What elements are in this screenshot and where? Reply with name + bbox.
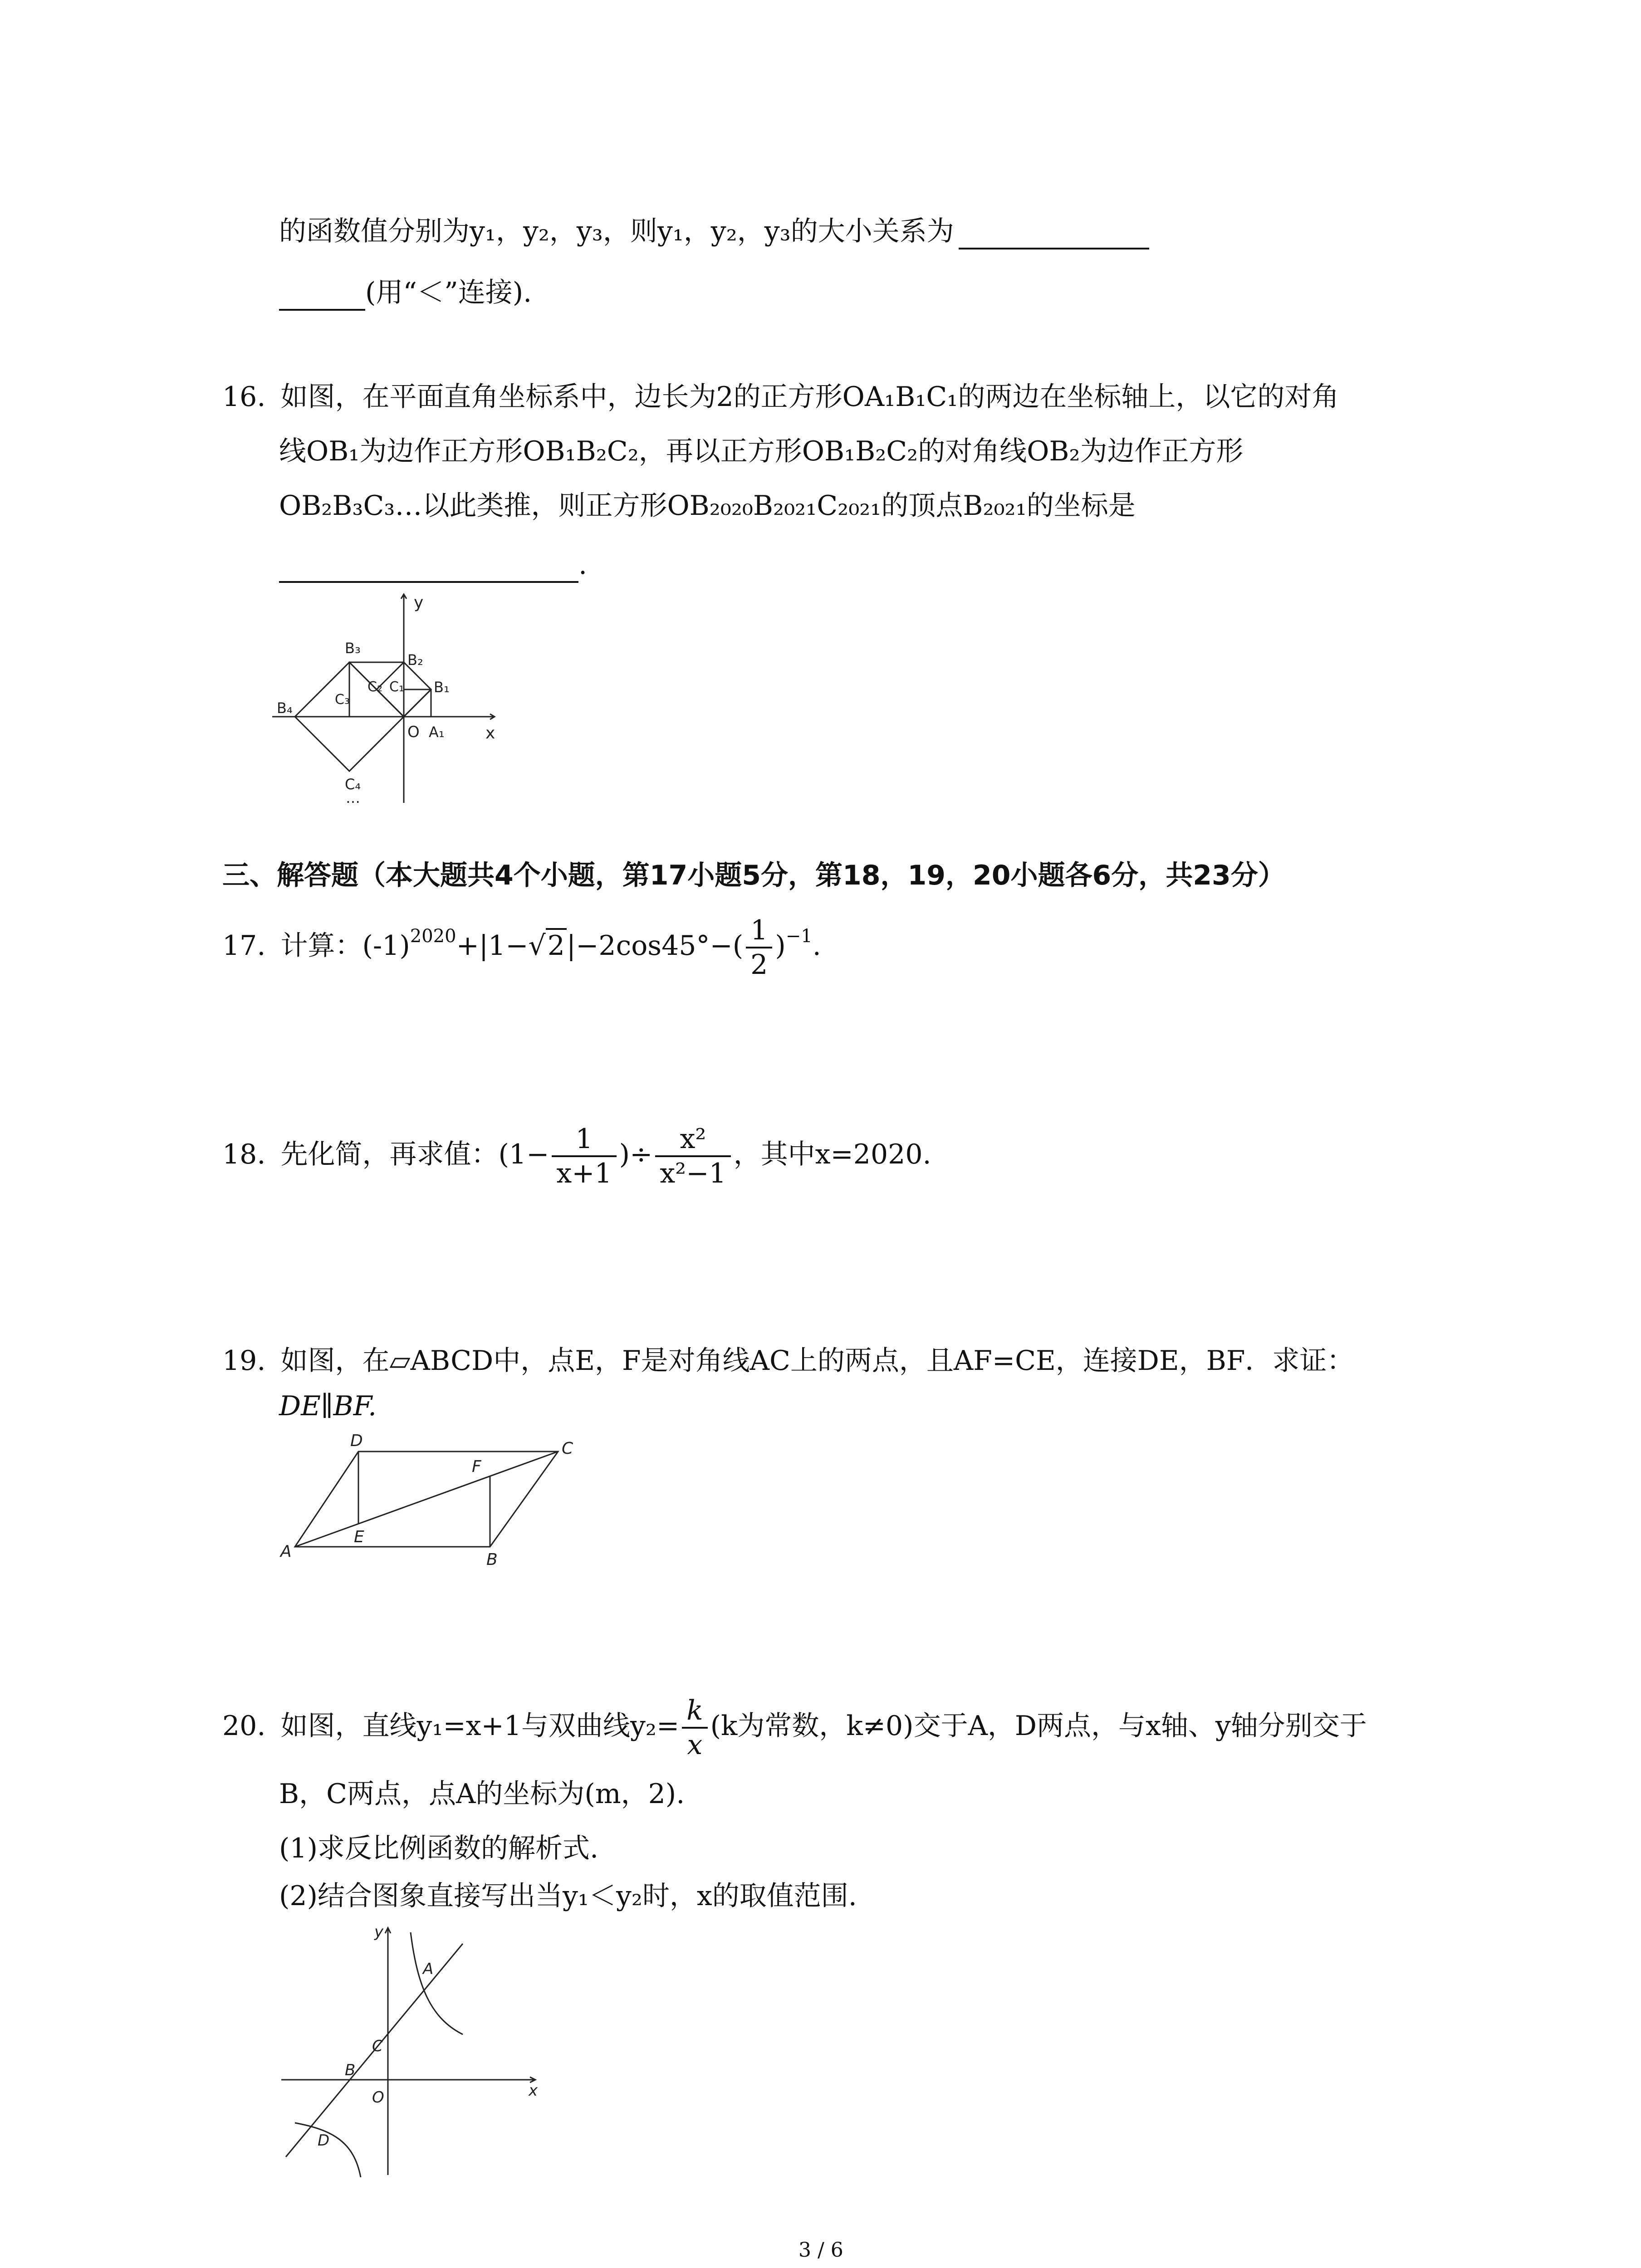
fig-label: x [529,2082,538,2100]
q18-divide: )÷ [619,1139,653,1170]
fig-label: B₄ [277,699,293,717]
q16-text1: 如图，在平面直角坐标系中，边长为2的正方形OA₁B₁C₁的两边在坐标轴上，以它的对角 [280,381,1339,413]
q18-fraction-2 [655,1123,730,1190]
fraction-numerator: x² [655,1123,730,1157]
q16-line1 [222,379,1339,415]
q18-fraction-1 [552,1123,616,1190]
page-number: 3 / 6 [798,2239,843,2262]
q18-prefix: 先化简，再求值：(1− [280,1139,549,1170]
q19-line1 [222,1343,1354,1379]
fig-label: … [346,789,360,807]
q16-line2 [279,433,1244,469]
question-number: 20. [222,1710,266,1742]
fig-label: C₂ [367,679,382,695]
q19-line2 [279,1388,377,1424]
answer-blank[interactable] [279,554,578,583]
q19-text1: 如图，在▱ABCD中，点E，F是对角线AC上的两点，且AF=CE，连接DE，BF．求证： [280,1345,1354,1377]
q16-text2: 线OB₁为边作正方形OB₁B₂C₂，再以正方形OB₁B₂C₂的对角线OB₂为边作正方形 [279,435,1244,467]
fig-label: y [414,593,424,612]
section-title: 三、解答题（本大题共4个小题，第17小题5分，第18，19，20小题各6分，共23分） [222,860,1285,891]
fig-label: B [486,1550,498,1565]
q19-parallelogram-figure [277,1433,576,1565]
fig-label: C₄ [345,776,361,793]
q20-text: (k为常数，k≠0)交于A，D两点，与x轴、y轴分别交于 [710,1710,1367,1742]
q17-term: . [812,930,821,962]
fig-label: O [407,723,420,741]
q17-term: +|1− [456,930,529,962]
q17-term: (-1) [362,930,410,962]
q20-fraction [682,1694,707,1761]
q20-text: 如图，直线y₁=x+1与双曲线y₂= [280,1710,680,1742]
fraction-numerator: 1 [746,914,772,948]
q20-line2 [279,1776,685,1812]
fig-label: B₁ [434,679,450,696]
fig-label: D [318,2131,330,2150]
q16-line3 [279,488,1136,524]
q18-line [222,1120,931,1190]
fig-label: A [280,1542,292,1561]
sqrt-symbol: √ [528,930,546,962]
q16-end: . [578,549,588,581]
q17-term: |−2cos45°−( [566,930,744,962]
fraction-denominator: x+1 [556,1158,612,1190]
q17-line [222,912,821,981]
fraction-numerator: k [682,1694,707,1729]
q20-text3: (1)求反比例函数的解析式. [279,1833,599,1864]
q18-suffix: ，其中x=2020. [733,1139,931,1170]
answer-blank[interactable] [279,282,365,311]
fig-label: C₃ [335,692,350,708]
fig-label: x [485,724,495,743]
answer-blank[interactable] [959,220,1149,249]
q20-graph-figure [281,1923,544,2177]
q15-line2 [279,274,532,311]
q20-text2: B，C两点，点A的坐标为(m，2). [279,1778,685,1810]
q17-exponent: −1 [785,926,813,947]
q16-square-figure [272,585,508,812]
fig-label: B₂ [407,651,423,669]
fig-label: C [372,2037,383,2055]
fig-label: y [374,1923,384,1941]
fig-label: O [372,2088,384,2107]
q20-text4: (2)结合图象直接写出当y₁＜y₂时，x的取值范围. [279,1880,857,1912]
fig-label: E [354,1528,364,1546]
question-number: 17. [222,930,266,962]
sqrt-value: 2 [546,928,567,962]
q20-line1 [222,1692,1367,1761]
q15-text2: (用“＜”连接). [365,277,532,308]
q20-line4 [279,1878,857,1914]
fraction-denominator: x [687,1729,703,1761]
question-number: 18. [222,1139,266,1170]
q15-text1: 的函数值分别为y₁，y₂，y₃，则y₁，y₂，y₃的大小关系为 [279,215,954,247]
fig-label: F [472,1457,481,1476]
q17-prefix: 计算： [280,930,362,962]
fig-label: A [423,1960,434,1978]
q17-exponent: 2020 [410,926,456,947]
q15-line1 [279,213,1149,249]
q19-text2: DE∥BF. [279,1390,377,1422]
fig-label: B₃ [345,640,361,657]
fig-label: D [350,1433,363,1450]
question-number: 19. [222,1345,266,1377]
fraction-denominator: 2 [750,949,768,981]
fig-label: C₁ [389,679,404,695]
question-number: 16. [222,381,266,413]
fraction-denominator: x²−1 [660,1158,726,1190]
fig-label: B [345,2061,356,2079]
q17-term: ) [775,930,786,962]
q16-line4 [279,547,587,583]
q17-fraction [746,914,772,981]
q20-line3 [279,1830,598,1867]
q16-text3: OB₂B₃C₃…以此类推，则正方形OB₂₀₂₀B₂₀₂₁C₂₀₂₁的顶点B₂₀₂₁的坐标是 [279,490,1136,522]
fig-label: C [562,1439,573,1458]
fig-label: A₁ [429,723,445,741]
fraction-numerator: 1 [552,1123,616,1157]
